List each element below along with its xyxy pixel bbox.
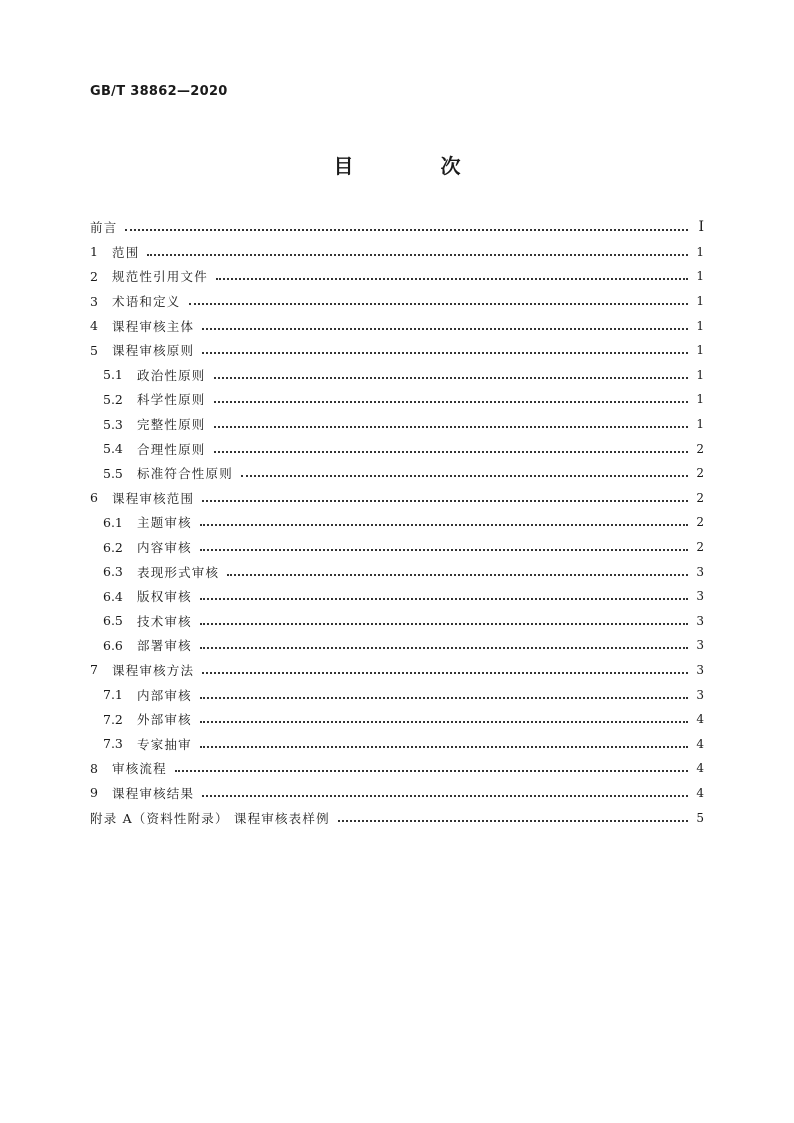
toc-entry[interactable] (90, 486, 704, 511)
toc-entry-page-number: 5 (696, 810, 704, 825)
toc-entry[interactable] (90, 535, 704, 560)
toc-entry[interactable] (90, 387, 704, 412)
toc-entry-label: 部署审核 (137, 638, 192, 654)
toc-entry-label: 内部审核 (137, 687, 192, 703)
toc-entry-number: 5 (90, 342, 98, 358)
dot-leader (147, 254, 688, 256)
toc-entry-page-number: 2 (696, 441, 704, 456)
toc-entry-page-number: 1 (696, 269, 704, 284)
dot-leader (202, 795, 688, 797)
dot-leader (175, 770, 688, 772)
toc-entry-number: 5.5 (103, 465, 123, 481)
toc-entry-label: 政治性原则 (137, 367, 206, 383)
toc-entry[interactable] (90, 215, 704, 240)
toc-entry-page-number: 4 (696, 761, 704, 776)
toc-entry-label: 前言 (90, 220, 118, 236)
toc-entry-number: 6.4 (103, 588, 123, 604)
toc-entry[interactable] (90, 682, 704, 707)
toc-entry-page-number: 1 (696, 343, 704, 358)
toc-entry-page-number: 4 (696, 736, 704, 751)
toc-entry-number: 8 (90, 760, 98, 776)
dot-leader (338, 820, 688, 822)
dot-leader (214, 401, 688, 403)
toc-entry-page-number: 4 (696, 712, 704, 727)
toc-entry-page-number: 1 (696, 417, 704, 432)
standard-code: GB/T 38862—2020 (90, 84, 228, 99)
toc-entry-label: 专家抽审 (137, 736, 192, 752)
toc-entry-label: 外部审核 (137, 712, 192, 728)
dot-leader (202, 352, 688, 354)
toc-entry[interactable] (90, 756, 704, 781)
toc-entry-page-number: 2 (696, 515, 704, 530)
toc-entry[interactable] (90, 363, 704, 388)
toc-entry[interactable] (90, 805, 704, 830)
toc-entry-page-number: 1 (696, 392, 704, 407)
toc-entry-label: 课程审核范围 (112, 490, 195, 506)
toc-entry-page-number: 1 (696, 318, 704, 333)
toc-entry-number: 3 (90, 293, 98, 309)
dot-leader (214, 451, 688, 453)
dot-leader (241, 475, 688, 477)
toc-entry-number: 7.3 (103, 736, 123, 752)
toc-entry-number: 9 (90, 785, 98, 801)
toc-entry-label: 科学性原则 (137, 392, 206, 408)
toc-entry-number: 2 (90, 268, 98, 284)
toc-entry[interactable] (90, 510, 704, 535)
toc-entry-page-number: 1 (696, 244, 704, 259)
toc-entry[interactable] (90, 436, 704, 461)
toc-entry-page-number: I (698, 219, 704, 236)
dot-leader (200, 623, 688, 625)
dot-leader (189, 303, 688, 305)
toc-entry-page-number: 3 (696, 613, 704, 628)
dot-leader (202, 328, 688, 330)
toc-entry[interactable] (90, 338, 704, 363)
toc-entry[interactable] (90, 731, 704, 756)
toc-entry[interactable] (90, 559, 704, 584)
toc-entry-label: 合理性原则 (137, 441, 206, 457)
toc-entry[interactable] (90, 707, 704, 732)
dot-leader (125, 229, 688, 231)
toc-entry[interactable] (90, 633, 704, 658)
toc-entry-label: 范围 (112, 244, 140, 260)
dot-leader (200, 697, 688, 699)
toc-title: 目 次 (333, 154, 501, 178)
toc-entry-number: 1 (90, 244, 98, 260)
toc-entry-page-number: 2 (696, 540, 704, 555)
toc-entry-label: 课程审核结果 (112, 785, 195, 801)
toc-entry-page-number: 3 (696, 589, 704, 604)
toc-entry-page-number: 1 (696, 367, 704, 382)
dot-leader (200, 549, 688, 551)
toc-entry[interactable] (90, 609, 704, 634)
toc-entry-label: 课程审核方法 (112, 662, 195, 678)
toc-entry-number: 6.1 (103, 514, 123, 530)
toc-entry-number: 6.5 (103, 613, 123, 629)
toc-entry-page-number: 1 (696, 294, 704, 309)
toc-entry-number: 4 (90, 318, 98, 334)
toc-entry-number: 7 (90, 662, 98, 678)
toc-entry-number: 5.3 (103, 416, 123, 432)
dot-leader (200, 647, 688, 649)
dot-leader (216, 278, 688, 280)
toc-entry-number: 5.1 (103, 367, 123, 383)
toc-entry[interactable] (90, 658, 704, 683)
toc-entry[interactable] (90, 240, 704, 265)
toc-entry-label: 术语和定义 (112, 294, 181, 310)
toc-entry-label: 表现形式审核 (137, 564, 220, 580)
toc-entry-label: 课程审核原则 (112, 343, 195, 359)
dot-leader (214, 426, 688, 428)
toc-entry-page-number: 3 (696, 687, 704, 702)
toc-entry-label: 规范性引用文件 (112, 269, 208, 285)
table-of-contents (90, 215, 704, 830)
toc-entry-page-number: 4 (696, 785, 704, 800)
dot-leader (200, 721, 688, 723)
toc-entry-number: 7.1 (103, 687, 123, 703)
toc-entry[interactable] (90, 289, 704, 314)
toc-entry-label: 主题审核 (137, 515, 192, 531)
toc-entry-page-number: 2 (696, 490, 704, 505)
toc-entry-number: 7.2 (103, 711, 123, 727)
toc-entry-number: 5.4 (103, 441, 123, 457)
toc-entry[interactable] (90, 264, 704, 289)
toc-entry-number: 6 (90, 490, 98, 506)
toc-entry[interactable] (90, 461, 704, 486)
toc-entry[interactable] (90, 781, 704, 806)
toc-entry[interactable] (90, 412, 704, 437)
dot-leader (200, 598, 688, 600)
toc-entry-label: 审核流程 (112, 761, 167, 777)
dot-leader (200, 524, 688, 526)
toc-entry-label: 完整性原则 (137, 417, 206, 433)
toc-entry-number: 6.6 (103, 637, 123, 653)
dot-leader (200, 746, 688, 748)
toc-entry-page-number: 3 (696, 564, 704, 579)
dot-leader (202, 500, 688, 502)
toc-entry-label: 标准符合性原则 (137, 466, 233, 482)
toc-entry[interactable] (90, 313, 704, 338)
toc-entry-number: 6.3 (103, 564, 123, 580)
toc-entry-label: 版权审核 (137, 589, 192, 605)
toc-entry-label: 技术审核 (137, 613, 192, 629)
toc-entry[interactable] (90, 584, 704, 609)
toc-entry-number: 6.2 (103, 539, 123, 555)
toc-entry-page-number: 2 (696, 466, 704, 481)
toc-entry-label: 附录 A（资料性附录） 课程审核表样例 (90, 810, 330, 826)
toc-entry-page-number: 3 (696, 662, 704, 677)
dot-leader (227, 574, 688, 576)
toc-entry-label: 内容审核 (137, 540, 192, 556)
dot-leader (214, 377, 688, 379)
toc-entry-page-number: 3 (696, 638, 704, 653)
toc-entry-label: 课程审核主体 (112, 318, 195, 334)
dot-leader (202, 672, 688, 674)
toc-entry-number: 5.2 (103, 391, 123, 407)
